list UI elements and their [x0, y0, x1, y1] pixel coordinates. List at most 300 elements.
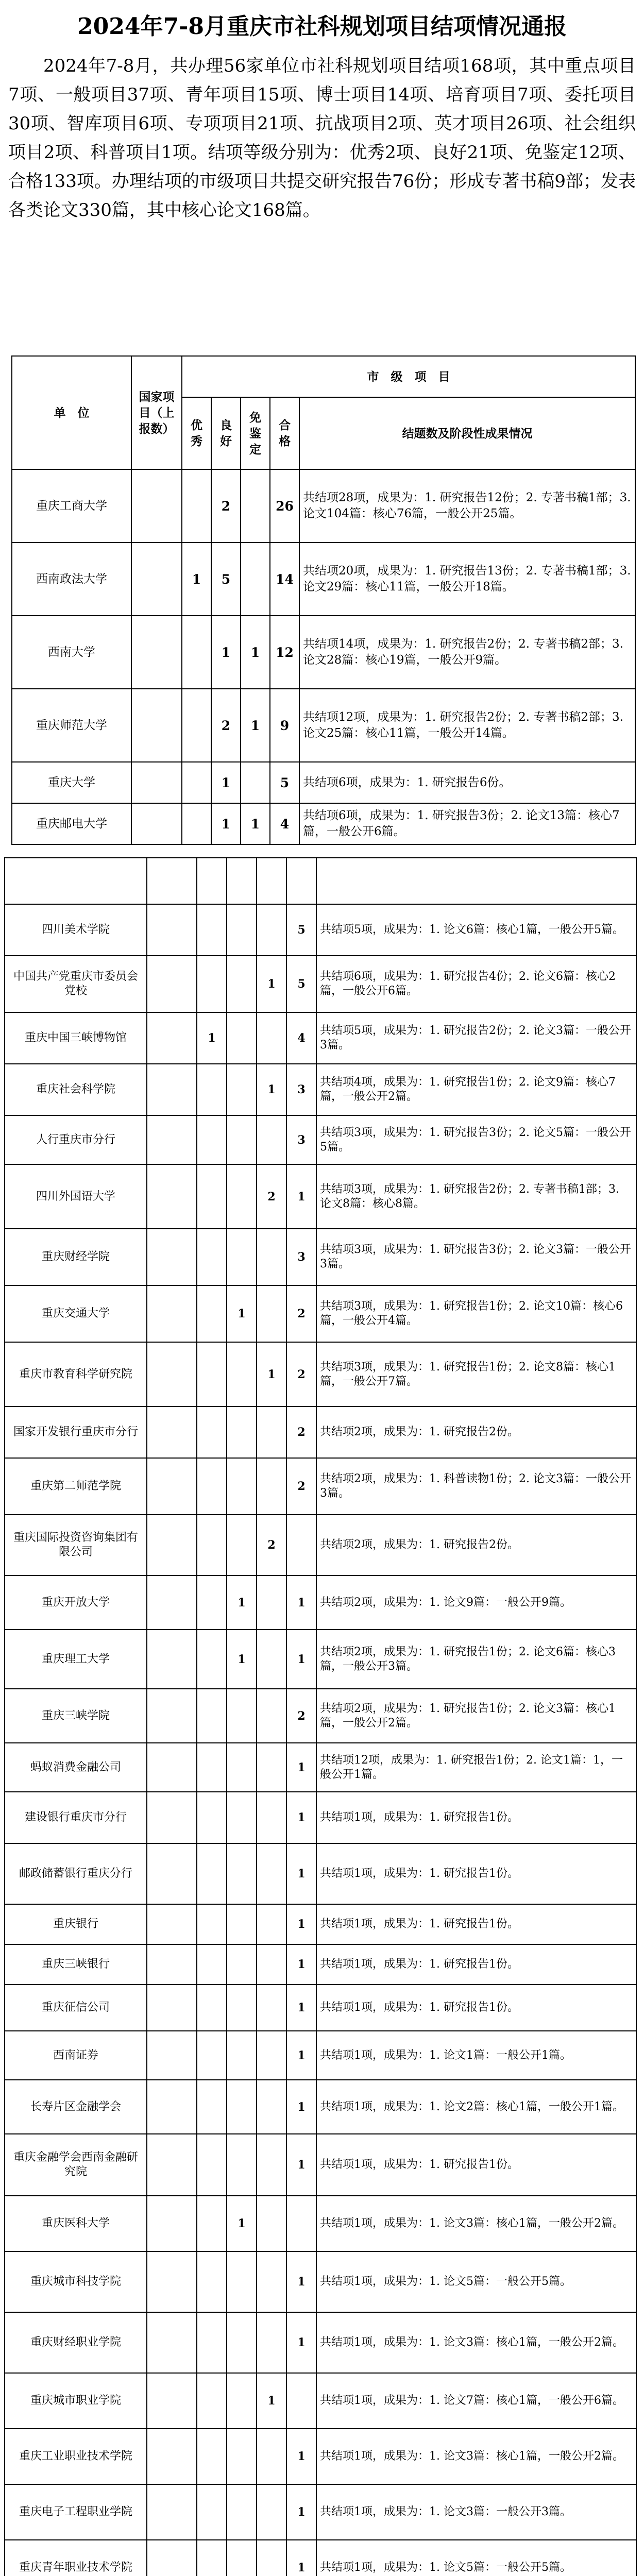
unit-cell: 重庆交通大学: [5, 1285, 147, 1342]
results-cell: 共结项1项，成果为：1. 研究报告1份。: [316, 2134, 636, 2196]
good-cell: [227, 2031, 257, 2080]
unit-cell: 重庆社会科学院: [5, 1064, 147, 1115]
excellent-cell: [197, 2540, 227, 2576]
exempt-cell: [257, 1285, 286, 1342]
good-cell: [227, 858, 257, 904]
pass-cell: 3: [286, 1229, 316, 1285]
unit-cell: 重庆邮电大学: [12, 803, 131, 844]
table-row: [12, 689, 635, 762]
national-cell: [131, 803, 182, 844]
unit-cell: 重庆三峡学院: [5, 1689, 147, 1743]
table-row: [5, 2429, 636, 2484]
pass-cell: 26: [270, 469, 299, 543]
results-cell: 共结项5项，成果为：1. 论文6篇：核心1篇，一般公开5篇。: [316, 904, 636, 956]
good-cell: [227, 1689, 257, 1743]
table-row: [5, 1115, 636, 1164]
good-cell: 1: [227, 2196, 257, 2251]
results-cell: 共结项1项，成果为：1. 论文7篇：核心1篇，一般公开6篇。: [316, 2373, 636, 2429]
results-table-part2: [4, 857, 637, 2576]
excellent-cell: [197, 1458, 227, 1515]
table-row: [5, 1843, 636, 1904]
excellent-cell: [197, 2312, 227, 2373]
national-cell: [147, 1630, 197, 1689]
excellent-cell: [197, 2251, 227, 2312]
exempt-cell: [257, 1406, 286, 1458]
results-cell: 共结项1项，成果为：1. 研究报告1份。: [316, 1843, 636, 1904]
unit-cell: 邮政储蓄银行重庆分行: [5, 1843, 147, 1904]
good-cell: [227, 2429, 257, 2484]
good-cell: [227, 2312, 257, 2373]
table-row: [5, 2134, 636, 2196]
national-cell: [147, 2540, 197, 2576]
intro-paragraph: 2024年7-8月，共办理56家单位市社科规划项目结项168项，其中重点项目7项、一般项目37项、青年项目15项、博士项目14项、培育项目7项、委托项目30项、智库项目6项、专项项目21项、抗战项目2项、英才项目26项、社会组织项目2项、科普项目1项。结项等级分别为：优秀2项、良好21项、免鉴定12项、合格133项。办理结项的市级项目共提交研究报告76份；形成专著书稿9部；发表各类论文330篇，其中核心论文168篇。: [8, 56, 636, 221]
exempt-cell: 1: [241, 803, 270, 844]
table-row: [5, 904, 636, 956]
unit-cell: 重庆大学: [12, 762, 131, 803]
excellent-cell: [197, 1575, 227, 1630]
unit-cell: 重庆三峡银行: [5, 1944, 147, 1985]
table-row: [5, 1792, 636, 1843]
document-title: 2024年7-8月重庆市社科规划项目结项情况通报: [77, 13, 567, 40]
unit-cell: 重庆青年职业技术学院: [5, 2540, 147, 2576]
pass-cell: [286, 2196, 316, 2251]
table-row: [5, 1743, 636, 1792]
excellent-cell: [197, 1843, 227, 1904]
exempt-cell: [257, 1944, 286, 1985]
exempt-cell: [257, 2251, 286, 2312]
national-cell: [131, 762, 182, 803]
excellent-cell: [182, 469, 211, 543]
results-cell: 共结项12项，成果为：1. 研究报告2份；2. 专著书稿2部；3. 论文25篇：核心11篇，一般公开14篇。: [299, 689, 635, 762]
pass-cell: 2: [286, 1285, 316, 1342]
unit-cell: 中国共产党重庆市委员会党校: [5, 956, 147, 1012]
excellent-cell: [182, 689, 211, 762]
excellent-cell: 1: [182, 543, 211, 616]
national-cell: [147, 1064, 197, 1115]
pass-cell: 1: [286, 2484, 316, 2540]
pass-cell: 1: [286, 1164, 316, 1229]
good-cell: [227, 1792, 257, 1843]
unit-cell: 西南大学: [12, 616, 131, 689]
excellent-cell: [182, 762, 211, 803]
table-row: [12, 469, 635, 543]
pass-cell: 1: [286, 1944, 316, 1985]
national-cell: [147, 2134, 197, 2196]
table-row: [5, 2312, 636, 2373]
good-cell: [227, 1012, 257, 1064]
table-row: [12, 543, 635, 616]
national-cell: [147, 2312, 197, 2373]
national-cell: [147, 1575, 197, 1630]
pass-cell: 1: [286, 1743, 316, 1792]
excellent-cell: [197, 1630, 227, 1689]
unit-cell: 建设银行重庆市分行: [5, 1792, 147, 1843]
exempt-cell: 1: [241, 689, 270, 762]
good-cell: [227, 1843, 257, 1904]
excellent-cell: [197, 2080, 227, 2134]
excellent-cell: [197, 1164, 227, 1229]
excellent-cell: [197, 1743, 227, 1792]
results-cell: 共结项1项，成果为：1. 研究报告1份。: [316, 1944, 636, 1985]
good-cell: [227, 2540, 257, 2576]
national-cell: [147, 2429, 197, 2484]
table-row: [5, 956, 636, 1012]
exempt-cell: 1: [257, 1064, 286, 1115]
exempt-cell: [257, 2134, 286, 2196]
results-cell: 共结项1项，成果为：1. 论文5篇：一般公开5篇。: [316, 2540, 636, 2576]
good-cell: [227, 1944, 257, 1985]
good-cell: 1: [227, 1285, 257, 1342]
unit-cell: 重庆金融学会西南金融研究院: [5, 2134, 147, 2196]
results-cell: 共结项3项，成果为：1. 研究报告2份；2. 专著书稿1部；3. 论文8篇：核心8篇。: [316, 1164, 636, 1229]
national-cell: [147, 2484, 197, 2540]
national-cell: [147, 2196, 197, 2251]
excellent-cell: [182, 616, 211, 689]
good-cell: [227, 2134, 257, 2196]
unit-cell: 四川美术学院: [5, 904, 147, 956]
national-cell: [131, 616, 182, 689]
good-cell: [227, 1342, 257, 1406]
results-cell: 共结项5项，成果为：1. 研究报告2份；2. 论文3篇：一般公开3篇。: [316, 1012, 636, 1064]
exempt-cell: [257, 2080, 286, 2134]
results-cell: 共结项2项，成果为：1. 研究报告1份；2. 论文6篇：核心3篇，一般公开3篇。: [316, 1630, 636, 1689]
excellent-cell: [197, 2373, 227, 2429]
unit-cell: 重庆银行: [5, 1904, 147, 1944]
good-header: 良好: [211, 397, 241, 469]
table-row: [5, 1458, 636, 1515]
excellent-cell: [197, 2134, 227, 2196]
good-cell: [227, 904, 257, 956]
unit-cell: 重庆医科大学: [5, 2196, 147, 2251]
national-cell: [147, 1406, 197, 1458]
table-row: [5, 1575, 636, 1630]
pass-cell: 4: [270, 803, 299, 844]
pass-cell: 1: [286, 2540, 316, 2576]
table-row: [5, 1406, 636, 1458]
results-cell: 共结项3项，成果为：1. 研究报告1份；2. 论文10篇：核心6篇，一般公开4篇。: [316, 1285, 636, 1342]
exempt-cell: 1: [241, 616, 270, 689]
national-cell: [147, 1115, 197, 1164]
unit-cell: 重庆中国三峡博物馆: [5, 1012, 147, 1064]
excellent-cell: [197, 1904, 227, 1944]
national-cell: [147, 1743, 197, 1792]
good-cell: 5: [211, 543, 241, 616]
pass-cell: 1: [286, 2312, 316, 2373]
pass-cell: 2: [286, 1458, 316, 1515]
national-cell: [147, 2373, 197, 2429]
unit-cell: 重庆开放大学: [5, 1575, 147, 1630]
good-cell: [227, 1458, 257, 1515]
results-cell: 共结项12项，成果为：1. 研究报告1份；2. 论文1篇：1，一般公开1篇。: [316, 1743, 636, 1792]
excellent-cell: [182, 803, 211, 844]
good-cell: [227, 2251, 257, 2312]
unit-cell: 西南政法大学: [12, 543, 131, 616]
exempt-cell: [257, 1229, 286, 1285]
city-items-header: 市 级 项 目: [182, 356, 635, 397]
exempt-cell: [257, 1904, 286, 1944]
exempt-header: 免鉴定: [241, 397, 270, 469]
pass-cell: 1: [286, 2251, 316, 2312]
pass-cell: 5: [270, 762, 299, 803]
pass-cell: 1: [286, 1630, 316, 1689]
good-cell: 1: [227, 1630, 257, 1689]
excellent-cell: [197, 904, 227, 956]
excellent-cell: [197, 2031, 227, 2080]
exempt-cell: [241, 762, 270, 803]
good-cell: [227, 1064, 257, 1115]
results-cell: 共结项3项，成果为：1. 研究报告3份；2. 论文5篇：一般公开5篇。: [316, 1115, 636, 1164]
pass-cell: 3: [286, 1064, 316, 1115]
good-cell: 2: [211, 689, 241, 762]
pass-cell: 1: [286, 1843, 316, 1904]
excellent-cell: [197, 1285, 227, 1342]
results-cell: 共结项2项，成果为：1. 研究报告1份；2. 论文3篇：核心1篇，一般公开2篇。: [316, 1689, 636, 1743]
national-cell: [147, 2080, 197, 2134]
exempt-cell: [257, 1843, 286, 1904]
table-row: [5, 1944, 636, 1985]
exempt-cell: [257, 1792, 286, 1843]
unit-cell: 重庆第二师范学院: [5, 1458, 147, 1515]
good-cell: 1: [211, 762, 241, 803]
national-cell: [147, 1164, 197, 1229]
pass-cell: [286, 2373, 316, 2429]
good-cell: [227, 1515, 257, 1575]
table-row: [5, 1904, 636, 1944]
national-cell: [147, 2251, 197, 2312]
results-cell: 共结项1项，成果为：1. 论文5篇：一般公开5篇。: [316, 2251, 636, 2312]
results-cell: 共结项2项，成果为：1. 科普读物1份；2. 论文3篇：一般公开3篇。: [316, 1458, 636, 1515]
table-row: [5, 2540, 636, 2576]
results-cell: 共结项20项，成果为：1. 研究报告13份；2. 专著书稿1部；3. 论文29篇：核心11篇，一般公开18篇。: [299, 543, 635, 616]
unit-cell: 人行重庆市分行: [5, 1115, 147, 1164]
good-cell: [227, 956, 257, 1012]
national-cell: [147, 1792, 197, 1843]
excellent-cell: [197, 1064, 227, 1115]
exempt-cell: [257, 2540, 286, 2576]
unit-cell: 西南证券: [5, 2031, 147, 2080]
results-cell: 共结项1项，成果为：1. 研究报告1份。: [316, 1985, 636, 2031]
results-cell: 共结项6项，成果为：1. 研究报告3份；2. 论文13篇：核心7篇，一般公开6篇。: [299, 803, 635, 844]
national-header: 国家项目（上报数）: [131, 356, 182, 469]
unit-cell: 重庆理工大学: [5, 1630, 147, 1689]
national-cell: [147, 1843, 197, 1904]
pass-cell: 1: [286, 1792, 316, 1843]
national-cell: [147, 2031, 197, 2080]
results-cell: 共结项2项，成果为：1. 研究报告2份。: [316, 1515, 636, 1575]
good-cell: [227, 1743, 257, 1792]
table-row: [5, 1164, 636, 1229]
table-row: [5, 1342, 636, 1406]
unit-header: 单 位: [12, 356, 131, 469]
good-cell: 1: [227, 1575, 257, 1630]
table-row: [5, 1012, 636, 1064]
pass-cell: 9: [270, 689, 299, 762]
exempt-cell: [257, 2031, 286, 2080]
results-cell: 共结项1项，成果为：1. 论文2篇：核心1篇，一般公开1篇。: [316, 2080, 636, 2134]
results-cell: 共结项1项，成果为：1. 研究报告1份。: [316, 1792, 636, 1843]
table-row: [5, 858, 636, 904]
table-row: [12, 762, 635, 803]
excellent-cell: [197, 1115, 227, 1164]
results-cell: 共结项2项，成果为：1. 研究报告2份。: [316, 1406, 636, 1458]
national-cell: [147, 956, 197, 1012]
table-row: [5, 1515, 636, 1575]
good-cell: [227, 1115, 257, 1164]
exempt-cell: 1: [257, 2373, 286, 2429]
national-cell: [147, 1458, 197, 1515]
excellent-cell: 1: [197, 1012, 227, 1064]
pass-cell: 12: [270, 616, 299, 689]
good-cell: [227, 1229, 257, 1285]
exempt-cell: [257, 2312, 286, 2373]
results-cell: 共结项1项，成果为：1. 论文3篇：核心1篇，一般公开2篇。: [316, 2312, 636, 2373]
pass-cell: 5: [286, 904, 316, 956]
results-cell: 共结项3项，成果为：1. 研究报告3份；2. 论文3篇：一般公开3篇。: [316, 1229, 636, 1285]
good-cell: [227, 2373, 257, 2429]
table-row: [12, 803, 635, 844]
excellent-cell: [197, 2196, 227, 2251]
unit-cell: 重庆国际投资咨询集团有限公司: [5, 1515, 147, 1575]
pass-cell: 2: [286, 1406, 316, 1458]
good-cell: [227, 2484, 257, 2540]
table-row: [5, 2080, 636, 2134]
excellent-header: 优秀: [182, 397, 211, 469]
results-cell: 共结项1项，成果为：1. 论文3篇：核心1篇，一般公开2篇。: [316, 2429, 636, 2484]
national-cell: [131, 689, 182, 762]
table-row: [5, 1064, 636, 1115]
results-cell: [316, 858, 636, 904]
excellent-cell: [197, 2484, 227, 2540]
national-cell: [147, 1985, 197, 2031]
exempt-cell: [257, 1115, 286, 1164]
national-cell: [147, 1515, 197, 1575]
good-cell: 1: [211, 803, 241, 844]
table-row: [5, 2031, 636, 2080]
results-header: 结题数及阶段性成果情况: [299, 397, 635, 469]
pass-cell: 1: [286, 1985, 316, 2031]
table-row: [5, 2251, 636, 2312]
pass-cell: 1: [286, 2429, 316, 2484]
table-row: [5, 1285, 636, 1342]
results-cell: 共结项1项，成果为：1. 论文3篇：一般公开3篇。: [316, 2484, 636, 2540]
table-row: [12, 616, 635, 689]
exempt-cell: [257, 1630, 286, 1689]
pass-cell: 2: [286, 1342, 316, 1406]
exempt-cell: [257, 2196, 286, 2251]
exempt-cell: 2: [257, 1515, 286, 1575]
pass-cell: [286, 1515, 316, 1575]
excellent-cell: [197, 1792, 227, 1843]
national-cell: [131, 469, 182, 543]
excellent-cell: [197, 1406, 227, 1458]
results-table-part1: [11, 355, 636, 845]
unit-cell: [5, 858, 147, 904]
pass-cell: 1: [286, 1904, 316, 1944]
pass-cell: 4: [286, 1012, 316, 1064]
results-cell: 共结项1项，成果为：1. 论文3篇：核心1篇，一般公开2篇。: [316, 2196, 636, 2251]
exempt-cell: 2: [257, 1164, 286, 1229]
unit-cell: 重庆师范大学: [12, 689, 131, 762]
pass-cell: 1: [286, 2080, 316, 2134]
unit-cell: 重庆财经学院: [5, 1229, 147, 1285]
results-cell: 共结项3项，成果为：1. 研究报告1份；2. 论文8篇：核心1篇，一般公开7篇。: [316, 1342, 636, 1406]
national-cell: [147, 858, 197, 904]
exempt-cell: 1: [257, 956, 286, 1012]
excellent-cell: [197, 956, 227, 1012]
national-cell: [147, 904, 197, 956]
results-cell: 共结项28项，成果为：1. 研究报告12份；2. 专著书稿1部；3. 论文104篇：核心76篇，一般公开25篇。: [299, 469, 635, 543]
exempt-cell: [257, 2484, 286, 2540]
national-cell: [147, 1342, 197, 1406]
exempt-cell: 1: [257, 1342, 286, 1406]
good-cell: [227, 1985, 257, 2031]
pass-cell: 1: [286, 2031, 316, 2080]
exempt-cell: [257, 904, 286, 956]
unit-cell: 国家开发银行重庆市分行: [5, 1406, 147, 1458]
unit-cell: 重庆工商大学: [12, 469, 131, 543]
national-cell: [131, 543, 182, 616]
excellent-cell: [197, 1515, 227, 1575]
national-cell: [147, 1229, 197, 1285]
unit-cell: 重庆电子工程职业学院: [5, 2484, 147, 2540]
results-cell: 共结项1项，成果为：1. 研究报告1份。: [316, 1904, 636, 1944]
results-cell: 共结项1项，成果为：1. 论文1篇：一般公开1篇。: [316, 2031, 636, 2080]
pass-cell: 1: [286, 1575, 316, 1630]
good-cell: [227, 1164, 257, 1229]
exempt-cell: [257, 1689, 286, 1743]
exempt-cell: [257, 1575, 286, 1630]
national-cell: [147, 1904, 197, 1944]
pass-cell: 3: [286, 1115, 316, 1164]
unit-cell: 重庆工业职业技术学院: [5, 2429, 147, 2484]
good-cell: [227, 1406, 257, 1458]
unit-cell: 重庆市教育科学研究院: [5, 1342, 147, 1406]
table-row: [5, 2484, 636, 2540]
pass-header: 合格: [270, 397, 299, 469]
good-cell: [227, 1904, 257, 1944]
pass-cell: 5: [286, 956, 316, 1012]
table-row: [5, 1985, 636, 2031]
good-cell: 2: [211, 469, 241, 543]
table-row: [5, 2373, 636, 2429]
exempt-cell: [257, 858, 286, 904]
national-cell: [147, 1285, 197, 1342]
good-cell: [227, 2080, 257, 2134]
results-cell: 共结项4项，成果为：1. 研究报告1份；2. 论文9篇：核心7篇，一般公开2篇。: [316, 1064, 636, 1115]
unit-cell: 重庆城市职业学院: [5, 2373, 147, 2429]
pass-cell: [286, 858, 316, 904]
results-cell: 共结项2项，成果为：1. 论文9篇：一般公开9篇。: [316, 1575, 636, 1630]
excellent-cell: [197, 1985, 227, 2031]
table-row: [5, 1689, 636, 1743]
pass-cell: 2: [286, 1689, 316, 1743]
table-row: [5, 1229, 636, 1285]
results-cell: 共结项6项，成果为：1. 研究报告4份；2. 论文6篇：核心2篇，一般公开6篇。: [316, 956, 636, 1012]
excellent-cell: [197, 1689, 227, 1743]
results-cell: 共结项14项，成果为：1. 研究报告2份；2. 专著书稿2部；3. 论文28篇：核心19篇，一般公开9篇。: [299, 616, 635, 689]
unit-cell: 长寿片区金融学会: [5, 2080, 147, 2134]
unit-cell: 蚂蚁消费金融公司: [5, 1743, 147, 1792]
exempt-cell: [257, 1012, 286, 1064]
exempt-cell: [257, 1985, 286, 2031]
exempt-cell: [257, 1458, 286, 1515]
exempt-cell: [257, 1743, 286, 1792]
pass-cell: 14: [270, 543, 299, 616]
table-row: [5, 2196, 636, 2251]
excellent-cell: [197, 858, 227, 904]
exempt-cell: [241, 543, 270, 616]
unit-cell: 重庆城市科技学院: [5, 2251, 147, 2312]
